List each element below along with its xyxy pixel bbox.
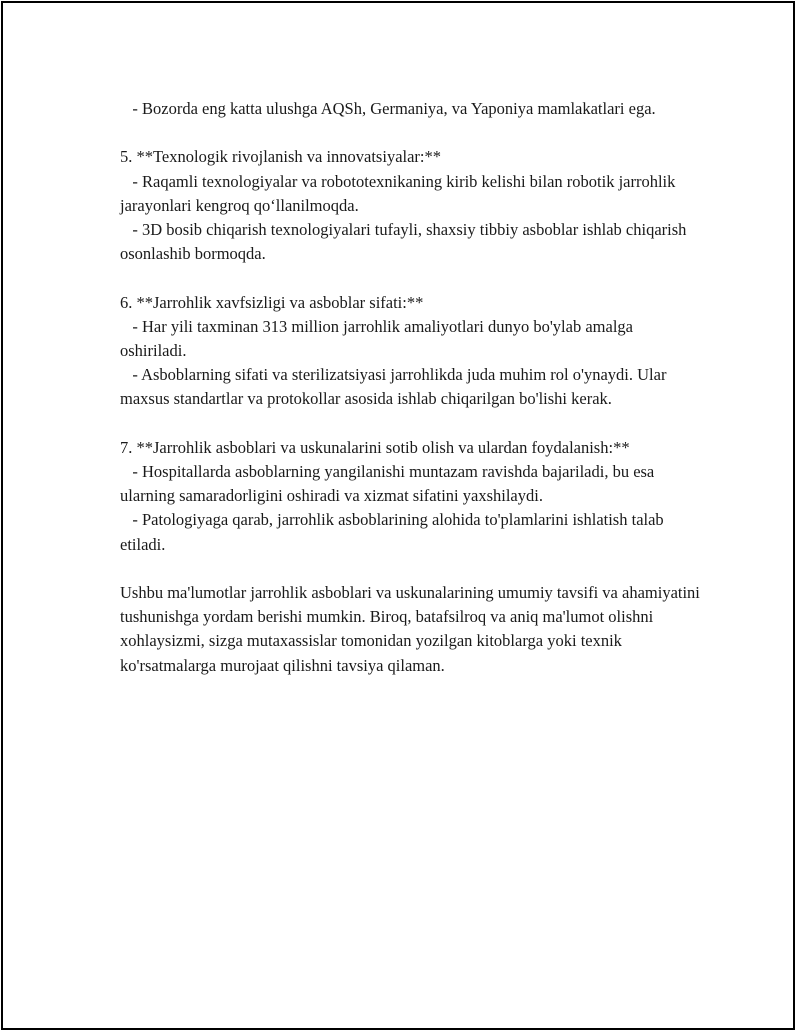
- blank-line: [120, 121, 700, 145]
- document-body: [120, 97, 705, 678]
- paragraph-robotic-surgery: - Raqamli texnologiyalar va robototexnikaning kirib kelishi bilan robotik jarrohlik jarayonlari kengroq qo‘llanilmoqda.: [120, 171, 680, 215]
- blank-line: [120, 557, 700, 581]
- section-6-heading: 6. **Jarrohlik xavfsizligi va asboblar sifati:**: [120, 292, 424, 312]
- paragraph-3d-printing: - 3D bosib chiqarish texnologiyalari tufayli, shaxsiy tibbiy asboblar ishlab chiqarish osonlashib bormoqda.: [120, 220, 691, 264]
- paragraph-market-share: - Bozorda eng katta ulushga AQSh, Germaniya, va Yaponiya mamlakatlari ega.: [120, 99, 656, 118]
- blank-line: [120, 266, 700, 290]
- paragraph-pathology-sets: - Patologiyaga qarab, jarrohlik asboblarining alohida to'plamlarini ishlatish talab etiladi.: [120, 510, 668, 554]
- page-frame: [1, 1, 795, 1030]
- blank-line: [120, 412, 700, 436]
- paragraph-hospital-updates: - Hospitallarda asboblarning yangilanishi muntazam ravishda bajariladi, bu esa ularning samaradorligini oshiradi va xizmat sifatini yaxshilaydi.: [120, 462, 659, 506]
- paragraph-sterilization: - Asboblarning sifati va sterilizatsiyasi jarrohlikda juda muhim rol o'ynaydi. Ular maxsus standartlar va protokollar asosida ishlab chiqarilgan bo'lishi kerak.: [120, 365, 671, 409]
- section-7-heading: 7. **Jarrohlik asboblari va uskunalarini sotib olish va ulardan foydalanish:**: [120, 437, 630, 457]
- paragraph-surgery-count: - Har yili taxminan 313 million jarrohlik amaliyotlari dunyo bo'ylab amalga oshiriladi.: [120, 316, 638, 360]
- section-5-heading: 5. **Texnologik rivojlanish va innovatsiyalar:**: [120, 147, 442, 167]
- paragraph-conclusion: Ushbu ma'lumotlar jarrohlik asboblari va uskunalarining umumiy tavsifi va ahamiyatini tushunishga yordam berishi mumkin. Biroq, batafsilroq va aniq ma'lumot olishni xohlaysizmi, sizga mutaxassislar tomonidan yozilgan kitoblarga yoki texnik ko'rsatmalarga murojaat qilishni tavsiya qilaman.: [120, 583, 705, 675]
